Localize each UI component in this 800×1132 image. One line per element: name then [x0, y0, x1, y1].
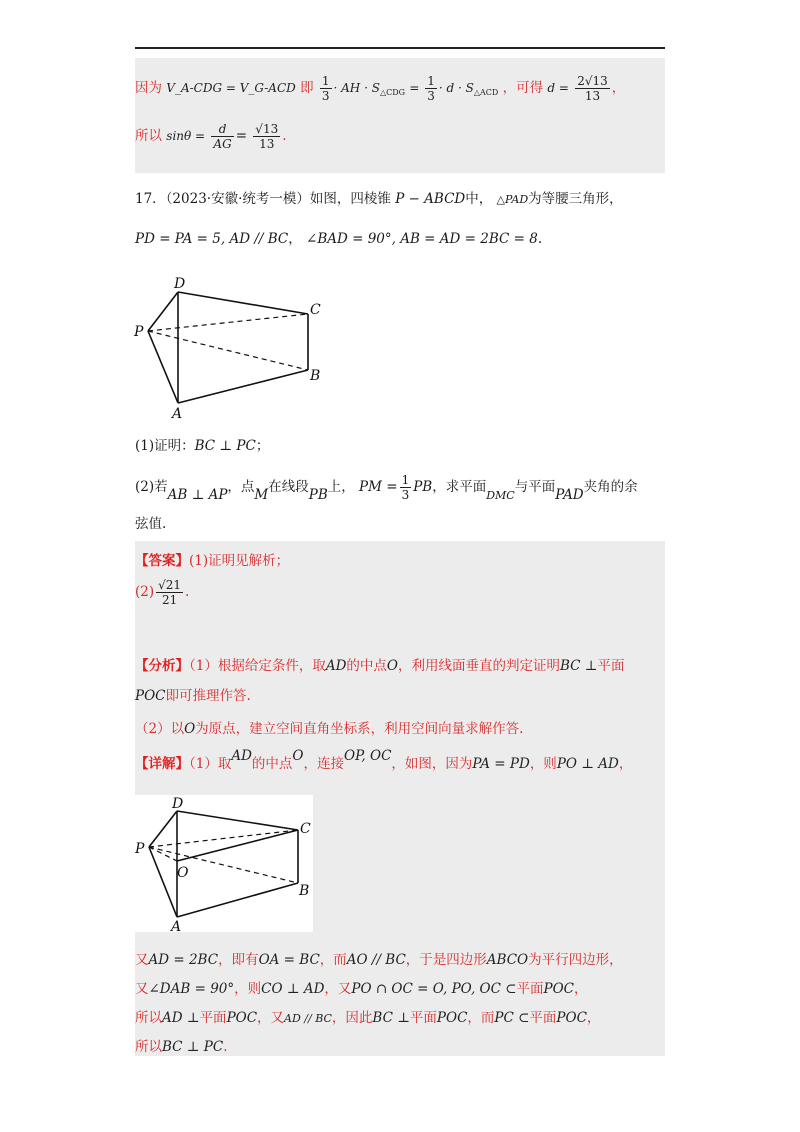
- fraction-one-third-pm: $\frac{1}{3}$: [401, 473, 410, 502]
- fraction-one-third-2: $\frac{1}{3}$: [427, 74, 435, 103]
- analysis-line3: （2）以O为原点，建立空间直角坐标系，利用空间向量求解作答.: [135, 721, 524, 737]
- answer-line2: (2) $\frac{√21}{21}$ .: [135, 578, 190, 607]
- label-C: C: [310, 302, 321, 318]
- fraction-d-result: $\frac{2√13}{13}$: [577, 74, 608, 103]
- label-O2: O: [177, 865, 189, 881]
- detail-para4: 所以BC ⊥ PC.: [135, 1039, 228, 1055]
- answer-line1: 【答案】(1)证明见解析；: [135, 553, 290, 569]
- pyramid-figure-1: [130, 270, 330, 430]
- fraction-one-third: $\frac{1}{3}$: [321, 74, 330, 103]
- fraction-root13: $\frac{√13}{13}$: [255, 122, 279, 151]
- header-rule: [135, 47, 665, 49]
- label-P2: P: [135, 841, 145, 857]
- label-B2: B: [299, 883, 310, 899]
- detail-para2: 又∠DAB = 90°，则CO ⊥ AD，又PO ∩ OC = O, PO, OC ⊂平面POC，: [135, 981, 588, 997]
- label-B: B: [310, 368, 321, 384]
- question-1: (1)证明：BC ⊥ PC；: [135, 438, 270, 454]
- problem-line2: PD = PA = 5, AD // BC， ∠BAD = 90°, AB = AD = 2BC = 8.: [135, 231, 543, 247]
- label-A: A: [172, 406, 183, 422]
- question-2-cont: 弦值.: [135, 516, 167, 532]
- detail-line1: 【详解】（1）取AD的中点O，连接OP, OC，如图，因为PA = PD，则PO ⊥ AD，: [135, 748, 633, 772]
- detail-para3: 所以AD ⊥平面POC，又AD // BC，因此BC ⊥平面POC，而PC ⊂平面POC，: [135, 1010, 601, 1026]
- analysis-line2: POC即可推理作答.: [135, 688, 251, 704]
- solution-prev-line2: 所以 sinθ = $\frac{d}{AG}$ = $\frac{√13}{13}$ .: [135, 122, 287, 151]
- fraction-root21: $\frac{√21}{21}$: [158, 578, 182, 607]
- label-D: D: [174, 276, 186, 292]
- label-D2: D: [172, 796, 184, 812]
- solution-prev-line1: 因为 V_A-CDG = V_G-ACD 即 $\frac{1}{3}$ · AH · $S_{\triangle CDG}$ = $\frac{1}{3}$ · $d \cdot S_{\triangle ACD}$ ，可得 d = $\frac{2√13}{13}$ ，: [135, 74, 626, 103]
- label-A2: A: [171, 919, 182, 935]
- pyramid-figure-2: [135, 795, 313, 935]
- analysis-line1: 【分析】（1）根据给定条件，取AD的中点O，利用线面垂直的判定证明BC ⊥平面: [135, 658, 625, 674]
- label-P: P: [134, 324, 144, 340]
- problem-line1: 17．（2023·安徽·统考一模）如图，四棱锥 P − ABCD中， △PAD为等腰三角形，: [135, 191, 623, 207]
- question-2: (2)若AB ⊥ AP，点M在线段PB上， PM = $\frac{1}{3}$ PB，求平面$_{DMC}$与平面PAD夹角的余: [135, 473, 638, 503]
- label-C2: C: [300, 821, 311, 837]
- fraction-d-ag: $\frac{d}{AG}$: [213, 122, 232, 151]
- detail-para1: 又AD = 2BC，即有OA = BC，而AO // BC，于是四边形ABCO为平行四边形，: [135, 952, 623, 968]
